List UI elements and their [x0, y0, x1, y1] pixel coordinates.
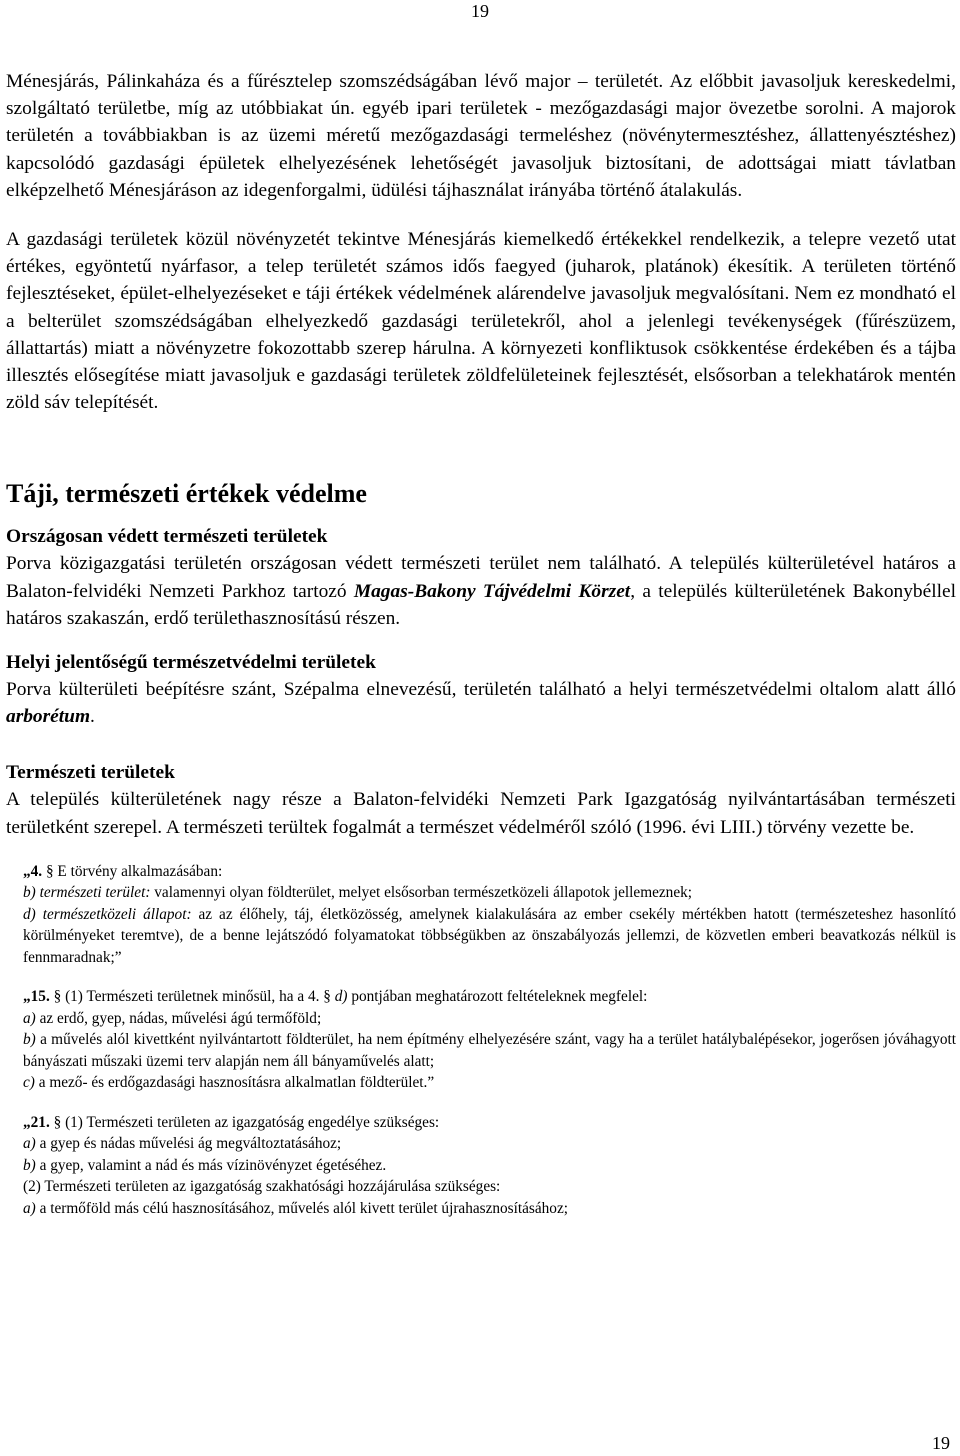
paragraph-gazdasagi-teruletek: A gazdasági területek közül növényzetét tekintve Ménesjárás kiemelkedő értékekkel rendelkezik, a telepre vezető utat értékes, egyöntetű nyárfasor, a telep területét számos idős faegyed (juharok, platánok) ékesítik. A területen történő fejlesztéseket, épület-elhelyezéseket e táji értékek védelmének alárendelve javasoljuk megvalósítani. Nem ez mondható el a belterület szomszédságában elhelyezkedő gazdasági területekről, ahol a jelenlegi tevékenységek (fűrészüzem, állattartás) miatt a növényzetre fokozottabb szerep hárulna. A környezeti konfliktusok csökkentése érdekében és a tájba illesztés elősegítése miatt javasoljuk e gazdasági területek zöldfelületeinek fejlesztését, elsősorban a telekhatárok mentén zöld sáv telepítését. [6, 229, 956, 414]
page-number-bottom: 19 [932, 1433, 950, 1453]
page-number-top: 19 [471, 1, 489, 21]
paragraph-orszagos: Porva közigazgatási területén országosan védett természeti terület nem található. A település külterületével határos a Balaton-felvidéki Nemzeti Parkhoz tartozó Magas-Bakony Tájvédelmi Körzet, a település külterületének Bakonybéllel határos szakaszán, erdő területhasznosítású részen. [6, 553, 956, 629]
law-quote-21: „21. § (1) Természeti területen az igazgatóság engedélye szükséges: a) a gyep és nádas művelési ág megváltoztatásához; b) a gyep, valamint a nád és más vízinövényzet égetéséhez. (2) Természeti területen az igazgatóság szakhatósági hozzájárulása szükséges: a) a termőföld más célú hasznosításához, művelés alól kivett terület újrahasznosításához; [23, 1113, 568, 1217]
heading-helyi: Helyi jelentőségű természetvédelmi területek [6, 652, 376, 674]
document-body [6, 68, 956, 1219]
paragraph-majorok: Ménesjárás, Pálinkaháza és a fűrésztelep szomszédságában lévő major – területét. Az előbbit javasoljuk kereskedelmi, szolgáltató területbe, míg az utóbbiakat ún. egyéb ipari területek - mezőgazdasági major övezetbe sorolni. A majorok területén a továbbiakban is az üzemi méretű mezőgazdasági termeléshez (növénytermesztéshez, állattenyésztéshez) kapcsolódó gazdasági épületek elhelyezésének lehetőségét javasoljuk biztosítani, de adottságai miatt távlatban elképzelhető Ménesjáráson az idegenforgalmi, üdülési tájhasználat irányába történő átalakulás. [6, 71, 956, 201]
law-quote-15: „15. § (1) Természeti területnek minősül, ha a 4. § d) pontjában meghatározott feltételeknek megfelel: a) az erdő, gyep, nádas, művelési ágú termőföld; b) a művelés alól kivettként nyilvántartott földterület, ha nem építmény elhelyezésére szánt, vagy ha a terület hatálybalépésekor, jogerősen jóváhagyott bányászati műszaki üzemi terv alapján nem áll bányaművelés alatt; c) a mező- és erdőgazdasági hasznosításra alkalmatlan földterület.” [23, 988, 956, 1092]
heading-termeszeti: Természeti területek [6, 762, 175, 784]
paragraph-termeszeti: A település külterületének nagy része a Balaton-felvidéki Nemzeti Park Igazgatóság nyilvántartásában természeti területként szerepel. A természeti terültek fogalmát a természet védelméről szóló (1996. évi LIII.) törvény vezette be. [6, 789, 956, 838]
law-quote-4: „4. § E törvény alkalmazásában: b) természeti terület: valamennyi olyan földterület, melyet elsősorban természetközeli állapotok jellemeznek; d) természetközeli állapot: az az élőhely, táj, életközösség, amelynek kialakulására az ember csekély mértékben hatott (természeteshez hasonlító körülményeket teremtve), de a benne lejátszódó folyamatokat többségükben az önszabályozás jellemzi, de közvetlen emberi beavatkozás nélkül is fennmaradnak;” [23, 862, 956, 966]
tajvedelmi-korzet-name: Magas-Bakony Tájvédelmi Körzet [353, 580, 631, 602]
section-title: Táji, természeti értékek védelme [6, 479, 367, 509]
arboretum-name: arborétum [6, 706, 91, 728]
paragraph-helyi: Porva külterületi beépítésre szánt, Szépalma elnevezésű, területén található a helyi természetvédelmi oltalom alatt álló arborétum. [6, 679, 956, 728]
heading-orszagos: Országosan védett természeti területek [6, 526, 328, 548]
